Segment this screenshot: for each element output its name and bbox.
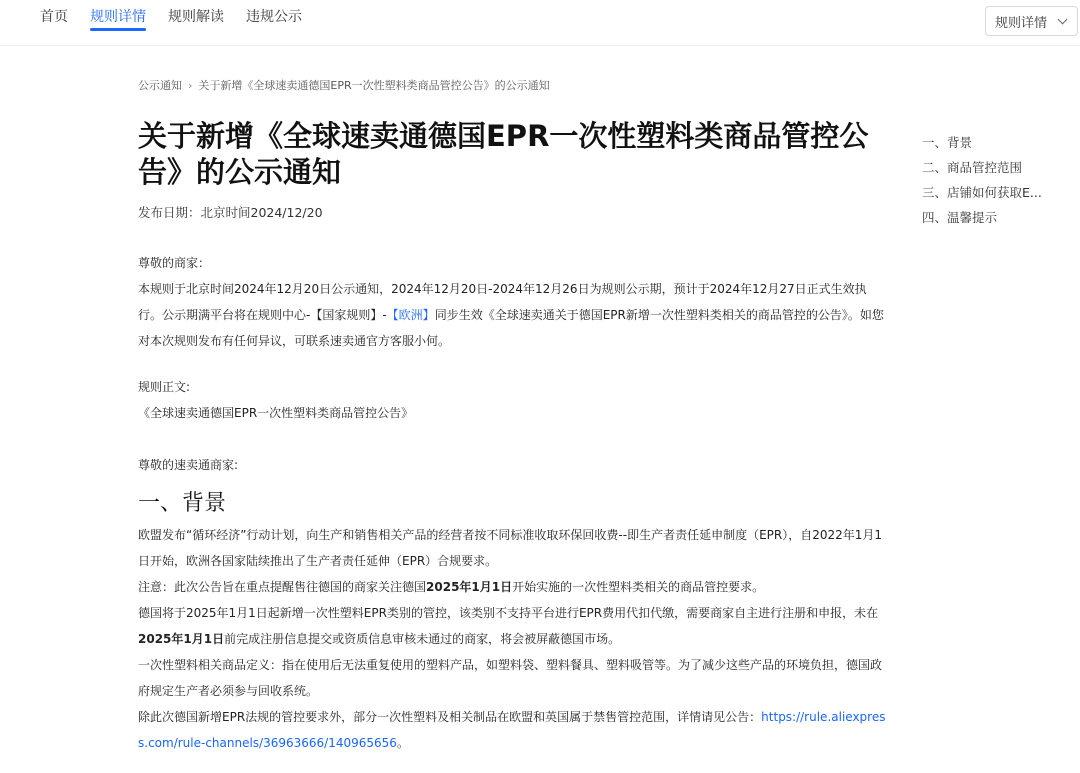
p3-text-a: 德国将于2025年1月1日起新增一次性塑料EPR类别的管控，该类别不支持平台进行EPR费用代扣代缴，需要商家自主进行注册和申报，未在 (138, 606, 879, 620)
paragraph-5 (138, 704, 886, 756)
select-value: 规则详情 (995, 15, 1048, 31)
page-title: 关于新增《全球速卖通德国EPR一次性塑料类商品管控公告》的公示通知 (138, 119, 869, 189)
rule-label: 规则正文: (138, 380, 191, 394)
p5-text-b: 。 (396, 736, 409, 750)
main-nav (40, 0, 324, 46)
p2-bold-date: 2025年1月1日 (426, 580, 513, 594)
table-of-contents (922, 130, 1042, 230)
publish-date: 发布日期：北京时间2024/12/20 (138, 205, 323, 220)
top-navigation-bar (0, 0, 1080, 46)
article-content (138, 250, 886, 756)
greeting-2: 尊敬的速卖通商家: (138, 458, 239, 472)
europe-link[interactable]: 【欧洲】 (386, 308, 435, 322)
breadcrumb-root[interactable]: 公示通知 (138, 79, 182, 92)
section-1-title: 一、背景 (138, 491, 227, 516)
p5-text-a: 除此次德国新增EPR法规的管控要求外，部分一次性塑料及相关制品在欧盟和英国属于禁售管控范围，详情请见公告： (138, 710, 762, 724)
p3-bold-date: 2025年1月1日 (138, 632, 225, 646)
greeting: 尊敬的商家： (138, 256, 211, 270)
intro-paragraph (138, 276, 886, 354)
paragraph-3 (138, 600, 886, 652)
rule-channel-link[interactable]: https://rule.aliexpress.com/rule-channels/36963666/140965656 (138, 710, 886, 750)
breadcrumb (138, 77, 550, 93)
paragraph-4: 一次性塑料相关商品定义：指在使用后无法重复使用的塑料产品，如塑料袋、塑料餐具、塑料吸管等。为了减少这些产品的环境负担，德国政府规定生产者必须参与回收系统。 (138, 658, 883, 698)
page-select-dropdown[interactable] (985, 6, 1078, 36)
nav-home[interactable]: 首页 (40, 9, 68, 25)
nav-rule-interpretation[interactable]: 规则解读 (168, 9, 224, 25)
intro-text-b: 同步生效《全球速卖通关于德国EPR新增一次性塑料类相关的商品管控的公告》。如您对本次规则发布有任何异议，可联系速卖通官方客服小何。 (138, 308, 884, 348)
rule-name: 《全球速卖通德国EPR一次性塑料类商品管控公告》 (138, 406, 414, 420)
toc-item-store-epr[interactable]: 三、店铺如何获取E... (922, 185, 1042, 200)
toc-item-tips[interactable]: 四、温馨提示 (922, 210, 998, 225)
breadcrumb-current: 关于新增《全球速卖通德国EPR一次性塑料类商品管控公告》的公示通知 (198, 79, 550, 92)
nav-rule-details[interactable]: 规则详情 (90, 0, 146, 46)
paragraph-1: 欧盟发布“循环经济”行动计划，向生产和销售相关产品的经营者按不同标准收取环保回收费--即生产者责任延申制度（EPR），自2022年1月1日开始，欧洲各国家陆续推出了生产者责任延伸（EPR）合规要求。 (138, 528, 883, 568)
toc-item-background[interactable]: 一、背景 (922, 135, 973, 150)
intro-text-a: 本规则于北京时间2024年12月20日公示通知，2024年12月20日-2024年12月26日为规则公示期，预计于2024年12月27日正式生效执行。公示期满平台将在规则中心-【国家规则】- (138, 282, 867, 322)
p3-text-b: 前完成注册信息提交或资质信息审核未通过的商家，将会被屏蔽德国市场。 (224, 632, 621, 646)
p2-text-a: 注意：此次公告旨在重点提醒售往德国的商家关注德国 (138, 580, 427, 594)
nav-violation-notice[interactable]: 违规公示 (246, 9, 302, 25)
chevron-down-icon (1058, 15, 1068, 25)
spacer (138, 354, 886, 374)
toc-item-scope[interactable]: 二、商品管控范围 (922, 160, 1023, 175)
paragraph-2 (138, 574, 886, 600)
chevron-right-icon: › (188, 78, 193, 92)
p2-text-b: 开始实施的一次性塑料类相关的商品管控要求。 (512, 580, 765, 594)
spacer (138, 426, 886, 452)
